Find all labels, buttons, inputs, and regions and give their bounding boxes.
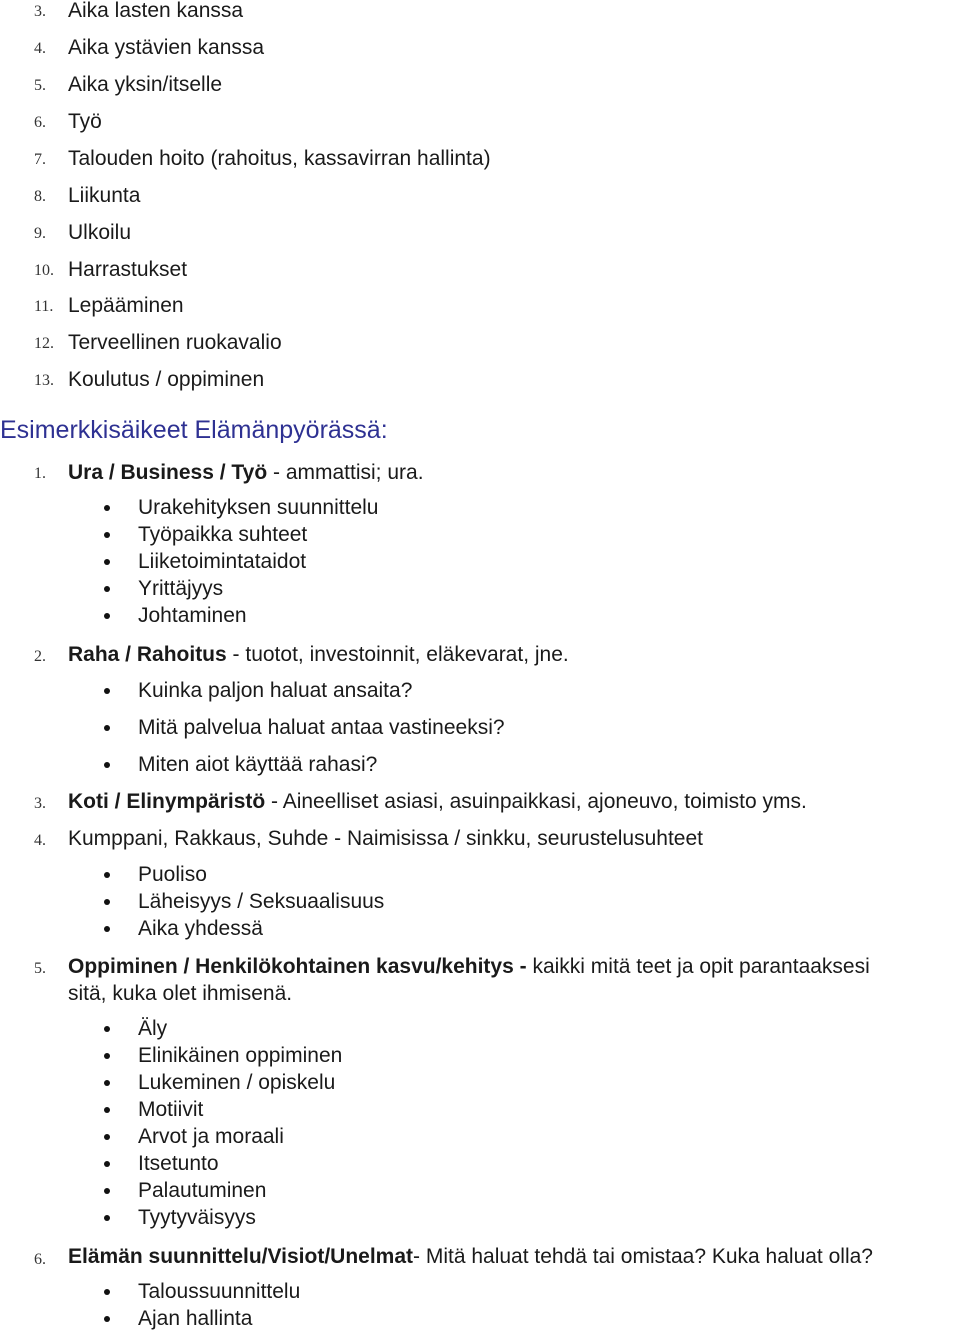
bullet-dot [104,532,110,538]
list-item: Terveellinen ruokavalio [68,331,282,354]
bullet-item: Kuinka paljon haluat ansaita? [138,679,413,702]
bullet-item: Yrittäjyys [138,577,224,600]
section-title-bold: Raha / Rahoitus [68,643,227,666]
bullet-item: Johtaminen [138,604,247,627]
bullet-item: Miten aiot käyttää rahasi? [138,753,378,776]
bullet-dot [104,926,110,932]
bullet-dot [104,899,110,905]
list-item: Työ [68,110,102,133]
bullet-dot [104,762,110,768]
section-number: 4. [34,832,46,849]
bullet-item: Palautuminen [138,1179,267,1202]
list-item: Liikunta [68,184,141,207]
bullet-dot [104,725,110,731]
bullet-dot [104,613,110,619]
section-number: 1. [34,465,46,482]
list-item: Lepääminen [68,294,184,317]
bullet-item: Äly [138,1017,168,1040]
list-number: 3. [34,3,46,20]
bullet-item: Lukeminen / opiskelu [138,1071,336,1094]
section-title [68,789,807,814]
bullet-dot [104,688,110,694]
bullet-dot [104,1107,110,1113]
list-item: Harrastukset [68,258,188,281]
section-title [68,1244,873,1269]
bullet-dot [104,1134,110,1140]
list-number: 11. [34,298,54,315]
section-title-bold: Oppiminen / Henkilökohtainen kasvu/kehitys - [68,955,527,978]
bullet-dot [104,505,110,511]
bullet-item: Tyytyväisyys [138,1206,256,1229]
bullet-dot [104,1026,110,1032]
bullet-dot [104,586,110,592]
bullet-item: Taloussuunnittelu [138,1280,301,1303]
bullet-dot [104,1053,110,1059]
bullet-dot [104,1080,110,1086]
list-number: 5. [34,77,46,94]
bullet-item: Motiivit [138,1098,204,1121]
bullet-item: Elinikäinen oppiminen [138,1044,343,1067]
section-number: 2. [34,648,46,665]
section-number: 6. [34,1251,46,1268]
list-number: 6. [34,114,46,131]
section-title-rest: - ammattisi; ura. [267,461,424,484]
bullet-dot [104,559,110,565]
bullet-dot [104,1316,110,1322]
section-title: Kumppani, Rakkaus, Suhde - Naimisissa / sinkku, seurustelusuhteet [68,827,703,850]
bullet-item: Liiketoimintataidot [138,550,307,573]
bullet-item: Arvot ja moraali [138,1125,284,1148]
list-number: 8. [34,188,46,205]
bullet-item: Urakehityksen suunnittelu [138,496,379,519]
list-number: 9. [34,225,46,242]
section-title-rest: - Aineelliset asiasi, asuinpaikkasi, ajoneuvo, toimisto yms. [265,790,807,813]
section-title [68,460,424,485]
section-number: 5. [34,960,46,977]
bullet-item: Ajan hallinta [138,1307,253,1330]
list-item: Ulkoilu [68,221,132,244]
list-number: 7. [34,151,46,168]
bullet-dot [104,1215,110,1221]
list-number: 4. [34,40,46,57]
list-number: 13. [34,372,54,389]
section-title-bold: Ura / Business / Työ [68,461,268,484]
list-item: Koulutus / oppiminen [68,368,265,391]
section-title-rest: kaikki mitä teet ja opit parantaaksesi [526,955,870,978]
bullet-item: Työpaikka suhteet [138,523,308,546]
list-item: Aika ystävien kanssa [68,36,265,59]
bullet-dot [104,1161,110,1167]
section-title [68,642,569,667]
list-number: 12. [34,335,54,352]
list-item: Aika lasten kanssa [68,0,244,22]
bullet-dot [104,872,110,878]
section-title-rest: - tuotot, investoinnit, eläkevarat, jne. [226,643,569,666]
section-title-bold: Koti / Elinympäristö [68,790,266,813]
bullet-item: Itsetunto [138,1152,219,1175]
bullet-item: Mitä palvelua haluat antaa vastineeksi? [138,716,505,739]
section-title [68,954,870,979]
list-item: Aika yksin/itselle [68,73,223,96]
section-title-bold: Elämän suunnittelu/Visiot/Unelmat [68,1245,414,1268]
bullet-dot [104,1289,110,1295]
section-heading: Esimerkkisäikeet Elämänpyörässä: [0,416,388,444]
bullet-item: Puoliso [138,863,207,886]
bullet-item: Aika yhdessä [138,917,263,940]
bullet-dot [104,1188,110,1194]
bullet-item: Läheisyys / Seksuaalisuus [138,890,385,913]
list-item: Talouden hoito (rahoitus, kassavirran hallinta) [68,147,491,170]
list-number: 10. [34,262,54,279]
section-title-rest: - Mitä haluat tehdä tai omistaa? Kuka haluat olla? [413,1245,873,1268]
section-number: 3. [34,795,46,812]
section-title-continued: sitä, kuka olet ihmisenä. [68,982,293,1005]
